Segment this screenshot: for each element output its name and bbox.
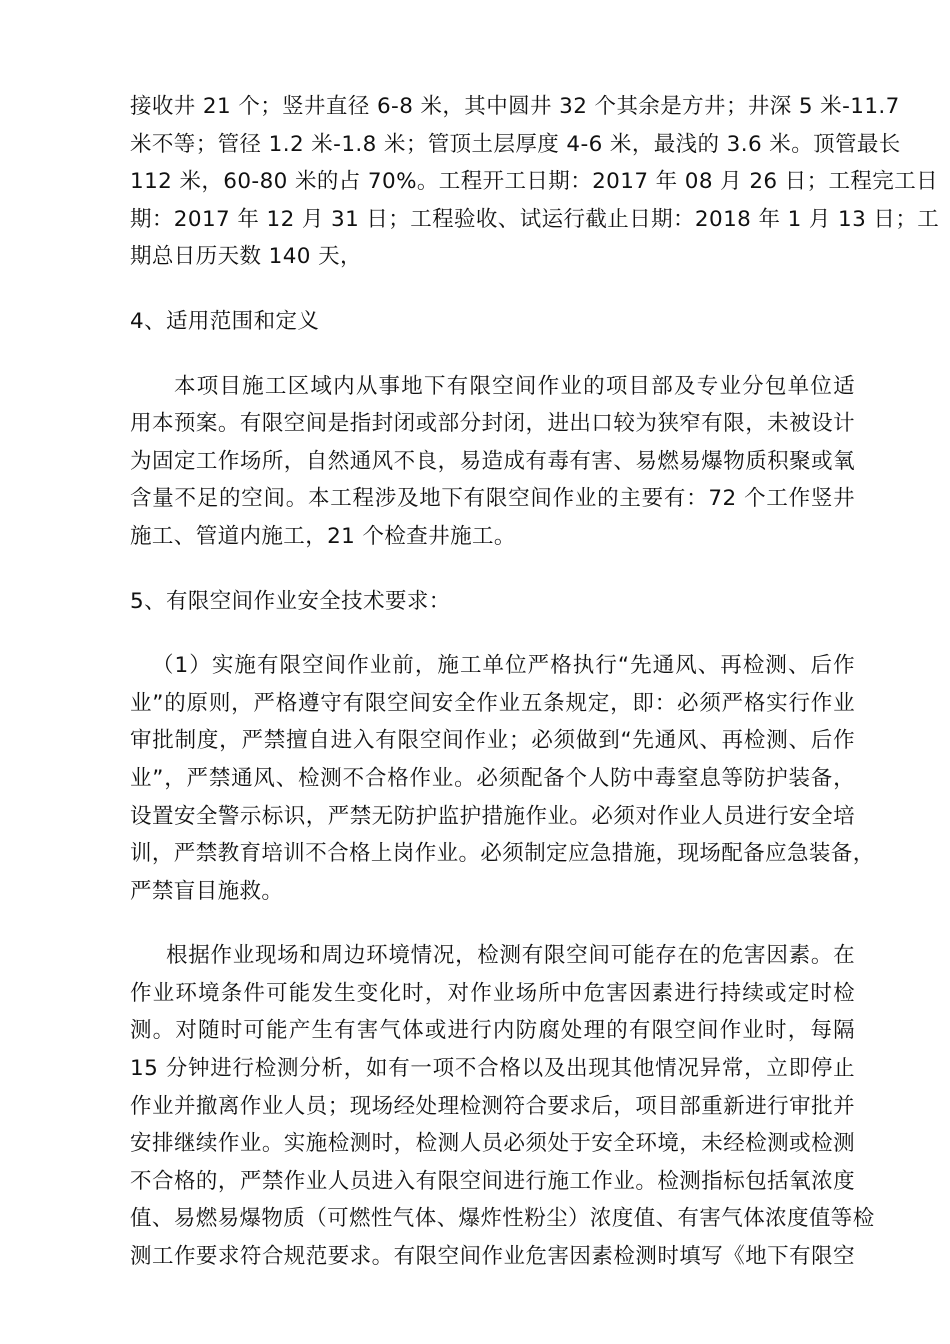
paragraph-spacer [130,341,855,368]
text-line: 业”，严禁通风、检测不合格作业。必须配备个人防中毒窒息等防护装备， [130,765,855,791]
text-line: 安排继续作业。实施检测时，检测人员必须处于安全环境，未经检测或检测 [130,1131,855,1157]
text-line: 期总日历天数 140 天， [130,244,362,270]
paragraph-spacer [130,556,855,583]
text-line: 作业环境条件可能发生变化时，对作业场所中危害因素进行持续或定时检 [130,980,855,1006]
paragraph-project-overview [130,88,940,276]
text-line: 施工、管道内施工，21 个检查井施工。 [130,523,516,549]
paragraph-spacer [130,276,855,303]
section-heading-scope: 4、适用范围和定义 [130,308,320,334]
text-line: （1）实施有限空间作业前，施工单位严格执行“先通风、再检测、后作 [152,653,855,679]
document-page [130,88,940,1276]
paragraph-spacer [130,620,855,647]
paragraph-hazard-detection [130,937,875,1275]
text-line: 含量不足的空间。本工程涉及地下有限空间作业的主要有：72 个工作竖井 [130,486,855,512]
text-line: 不合格的，严禁作业人员进入有限空间进行施工作业。检测指标包括氧浓度 [130,1168,855,1194]
paragraph-scope-definition [130,368,855,556]
paragraph-safety-rules [130,647,875,910]
text-line: 测。对随时可能产生有害气体或进行内防腐处理的有限空间作业时，每隔 [130,1018,855,1044]
text-line: 15 分钟进行检测分析，如有一项不合格以及出现其他情况异常，立即停止 [130,1056,855,1082]
text-line: 审批制度，严禁擅自进入有限空间作业；必须做到“先通风、再检测、后作 [130,728,855,754]
text-line: 设置安全警示标识，严禁无防护监护措施作业。必须对作业人员进行安全培 [130,803,855,829]
text-line: 期：2017 年 12 月 31 日；工程验收、试运行截止日期：2018 年 1 月 13 日；工 [130,206,940,232]
text-line: 用本预案。有限空间是指封闭或部分封闭，进出口较为狭窄有限，未被设计 [130,411,855,437]
text-line: 值、易燃易爆物质（可燃性气体、爆炸性粉尘）浓度值、有害气体浓度值等检 [130,1206,875,1232]
text-line: 本项目施工区域内从事地下有限空间作业的项目部及专业分包单位适 [174,373,855,399]
text-line: 接收井 21 个；竖井直径 6-8 米，其中圆井 32 个其余是方井；井深 5 米-11.7 [130,94,900,119]
text-line: 业”的原则，严格遵守有限空间安全作业五条规定，即：必须严格实行作业 [130,690,855,716]
paragraph-spacer [130,910,855,937]
section-heading-safety-requirements: 5、有限空间作业安全技术要求： [130,588,451,614]
text-line: 米不等；管径 1.2 米-1.8 米；管顶土层厚度 4-6 米，最浅的 3.6 米。顶管最长 [130,131,901,157]
text-line: 测工作要求符合规范要求。有限空间作业危害因素检测时填写《地下有限空 [130,1244,855,1270]
text-line: 112 米，60-80 米的占 70%。工程开工日期：2017 年 08 月 26 日；工程完工日 [130,169,939,195]
text-line: 严禁盲目施救。 [130,878,284,904]
text-line: 训，严禁教育培训不合格上岗作业。必须制定应急措施，现场配备应急装备， [130,841,875,867]
text-line: 为固定工作场所，自然通风不良，易造成有毒有害、易燃易爆物质积聚或氧 [130,448,855,474]
text-line: 作业并撤离作业人员；现场经处理检测符合要求后，项目部重新进行审批并 [130,1093,855,1119]
text-line: 根据作业现场和周边环境情况，检测有限空间可能存在的危害因素。在 [166,943,855,969]
